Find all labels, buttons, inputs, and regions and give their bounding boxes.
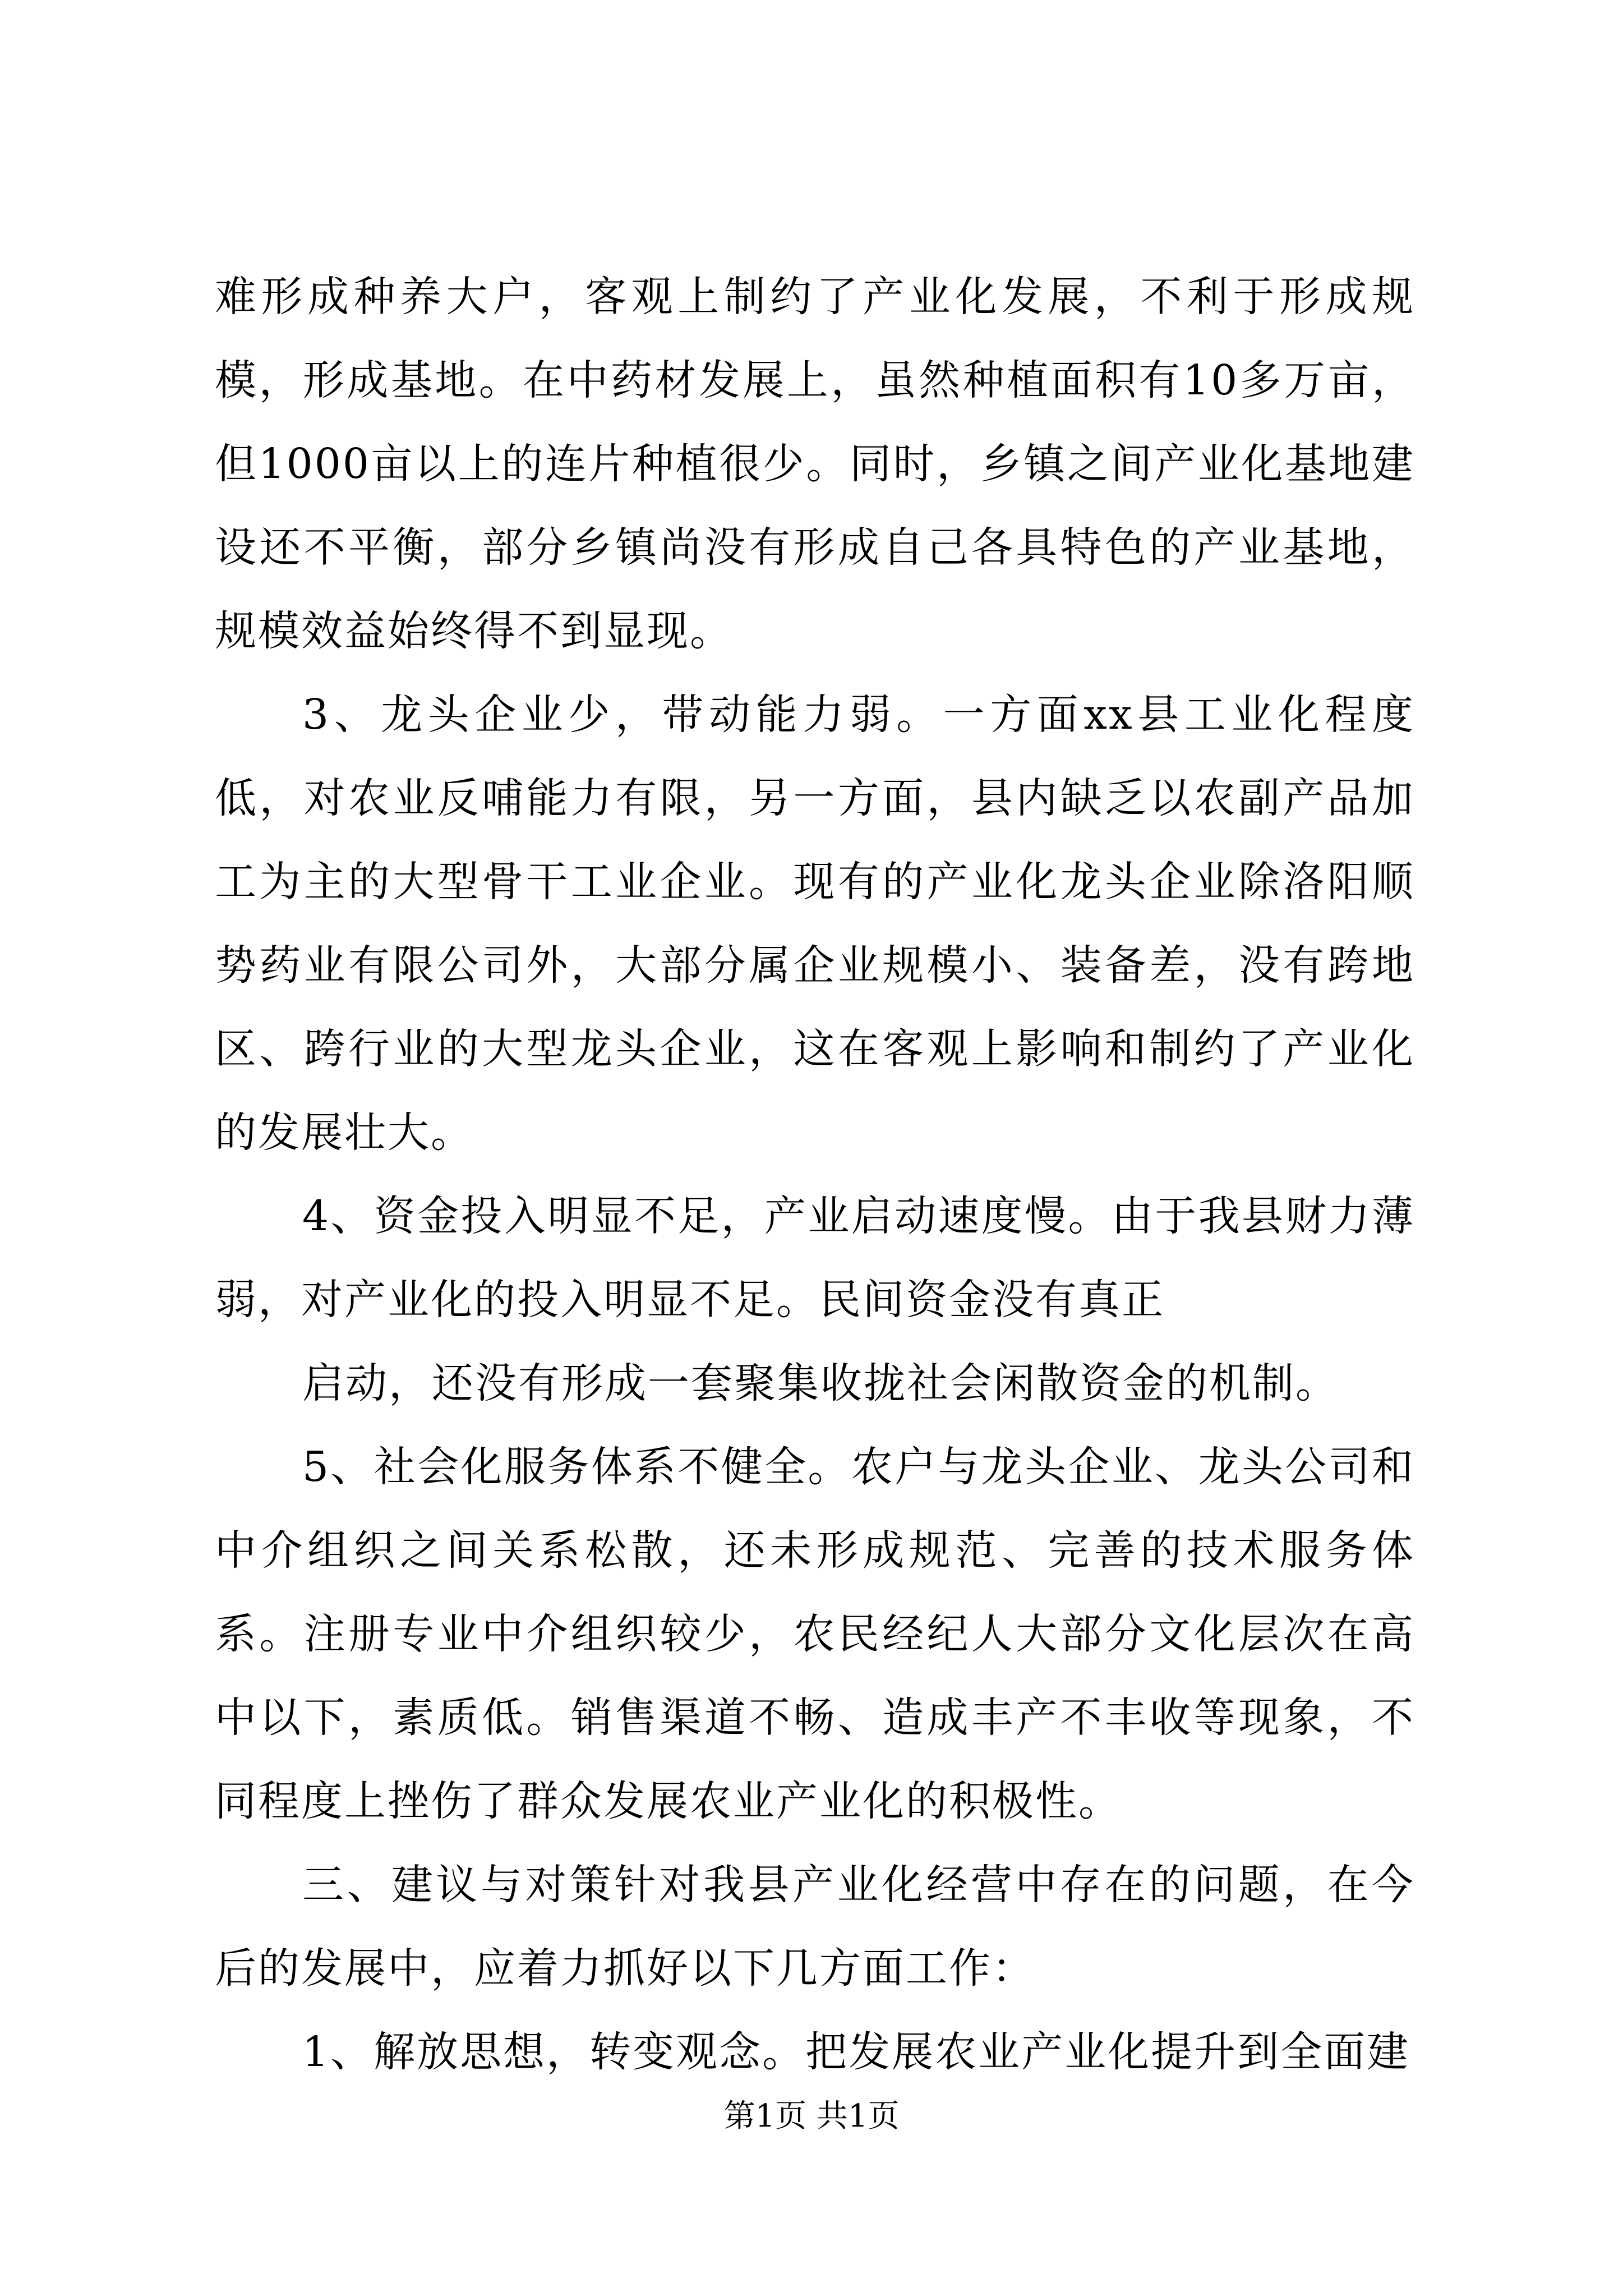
paragraph-item-5: 5、社会化服务体系不健全。农户与龙头企业、龙头公司和中介组织之间关系松散，还未形成规范、完善的技术服务体系。注册专业中介组织较少，农民经纪人大部分文化层次在高中以下，素质低。销售渠道不畅、造成丰产不丰收等现象，不同程度上挫伤了群众发展农业产业化的积极性。 bbox=[215, 1443, 1415, 1825]
paragraph-section-3: 三、建议与对策针对我县产业化经营中存在的问题，在今后的发展中，应着力抓好以下几方面工作： bbox=[215, 1861, 1415, 1993]
paragraph-item-4-continued: 启动，还没有形成一套聚集收拢社会闲散资金的机制。 bbox=[302, 1359, 1339, 1407]
paragraph-continuation: 难形成种养大户，客观上制约了产业化发展，不利于形成规模，形成基地。在中药材发展上，虽然种植面积有10多万亩，但1000亩以上的连片种植很少。同时，乡镇之间产业化基地建设还不平衡，部分乡镇尚没有形成自己各具特色的产业基地，规模效益始终得不到显现。 bbox=[215, 273, 1415, 655]
paragraph-item-3: 3、龙头企业少，带动能力弱。一方面xx县工业化程度低，对农业反哺能力有限，另一方面，县内缺乏以农副产品加工为主的大型骨干工业企业。现有的产业化龙头企业除洛阳顺势药业有限公司外，大部分属企业规模小、装备差，没有跨地区、跨行业的大型龙头企业，这在客观上影响和制约了产业化的发展壮大。 bbox=[215, 691, 1415, 1157]
paragraph-measure-1: 1、解放思想，转变观念。把发展农业产业化提升到全面建 bbox=[302, 2028, 1410, 2076]
paragraph-item-4: 4、资金投入明显不足，产业启动速度慢。由于我县财力薄弱，对产业化的投入明显不足。民间资金没有真正 bbox=[215, 1192, 1415, 1324]
page-footer: 第1页 共1页 bbox=[723, 2098, 900, 2134]
document-body bbox=[215, 255, 1415, 2094]
